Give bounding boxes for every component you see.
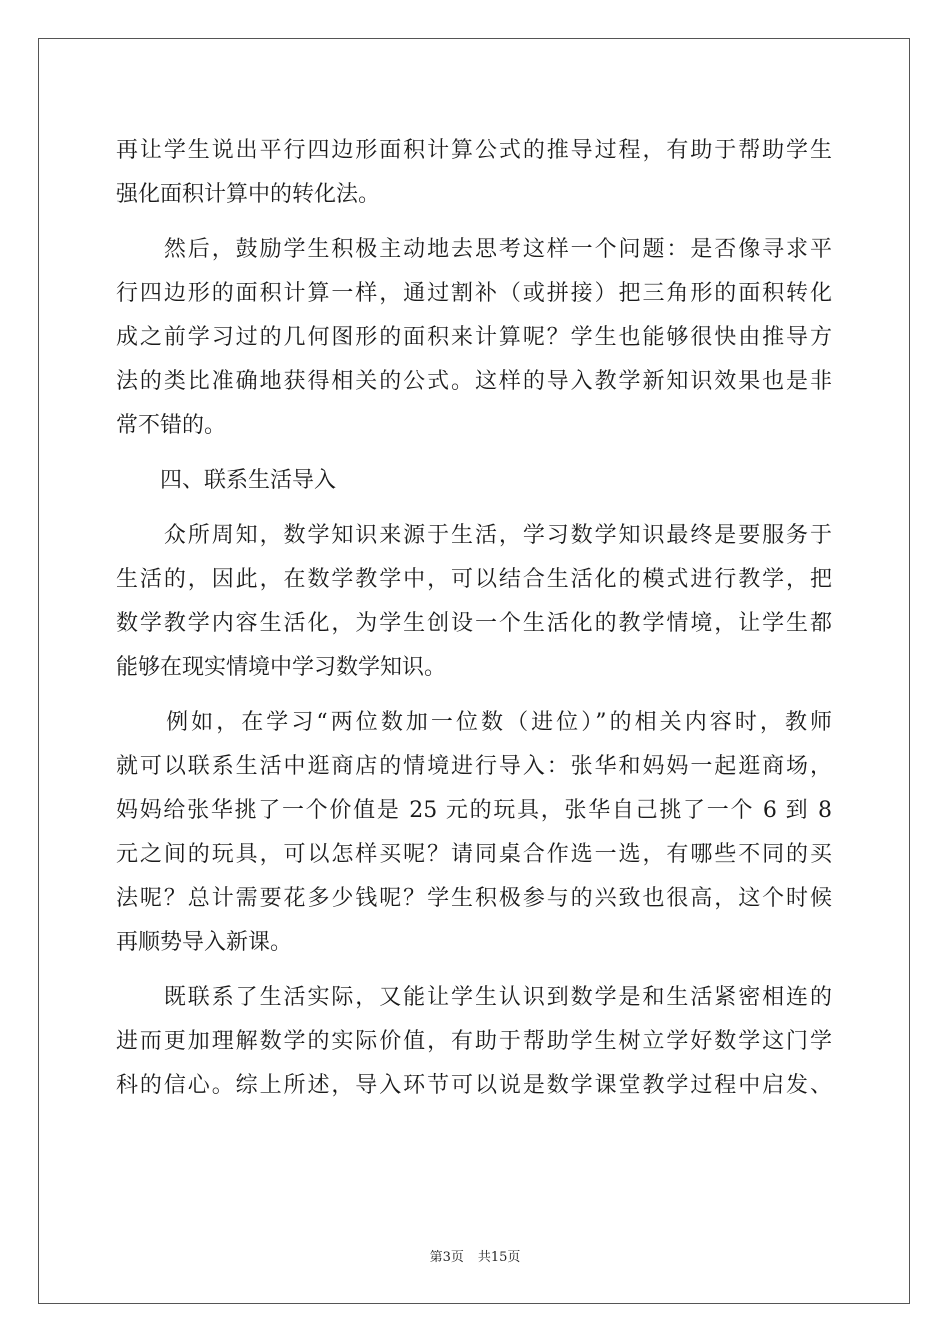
text-line: 例如，在学习“两位数加一位数（进位）”的相关内容时，教师: [116, 710, 832, 735]
paragraph: [116, 514, 832, 690]
text-line: 既联系了生活实际，又能让学生认识到数学是和生活紧密相连的: [116, 985, 832, 1010]
text-line: 妈妈给张华挑了一个价值是 25 元的玩具，张华自己挑了一个 6 到 8: [116, 798, 832, 823]
text-line: 然后，鼓励学生积极主动地去思考这样一个问题：是否像寻求平: [116, 237, 832, 262]
paragraph: [116, 228, 832, 448]
text-line: 再让学生说出平行四边形面积计算公式的推导过程，有助于帮助学生: [116, 138, 832, 163]
current-page-label: 第3页: [429, 1250, 464, 1265]
total-pages-label: 共15页: [477, 1250, 521, 1265]
text-line: 四、联系生活导入: [116, 468, 337, 493]
paragraph: [116, 701, 832, 965]
section-heading: [116, 459, 832, 503]
text-line: 众所周知，数学知识来源于生活，学习数学知识最终是要服务于: [116, 523, 832, 548]
text-line: 强化面积计算中的转化法。: [116, 182, 381, 207]
text-line: 法的类比准确地获得相关的公式。这样的导入教学新知识效果也是非: [116, 369, 832, 394]
text-line: 行四边形的面积计算一样，通过割补（或拼接）把三角形的面积转化: [116, 281, 832, 306]
text-line: 再顺势导入新课。: [116, 930, 293, 955]
text-line: 就可以联系生活中逛商店的情境进行导入：张华和妈妈一起逛商场，: [116, 754, 832, 779]
text-line: 元之间的玩具，可以怎样买呢？请同桌合作选一选，有哪些不同的买: [116, 842, 832, 867]
text-line: 成之前学习过的几何图形的面积来计算呢？学生也能够很快由推导方: [116, 325, 832, 350]
text-line: 生活的，因此，在数学教学中，可以结合生活化的模式进行教学，把: [116, 567, 832, 592]
text-line: 进而更加理解数学的实际价值，有助于帮助学生树立学好数学这门学: [116, 1029, 832, 1054]
text-line: 数学教学内容生活化，为学生创设一个生活化的教学情境，让学生都: [116, 611, 832, 636]
text-line: 能够在现实情境中学习数学知识。: [116, 655, 447, 680]
document-body: [116, 129, 832, 1108]
page-footer: [0, 1246, 950, 1265]
text-line: 科的信心。综上所述，导入环节可以说是数学课堂教学过程中启发、: [116, 1073, 832, 1098]
paragraph: [116, 976, 832, 1108]
text-line: 常不错的。: [116, 413, 227, 438]
text-line: 法呢？总计需要花多少钱呢？学生积极参与的兴致也很高，这个时候: [116, 886, 832, 911]
paragraph: [116, 129, 832, 217]
